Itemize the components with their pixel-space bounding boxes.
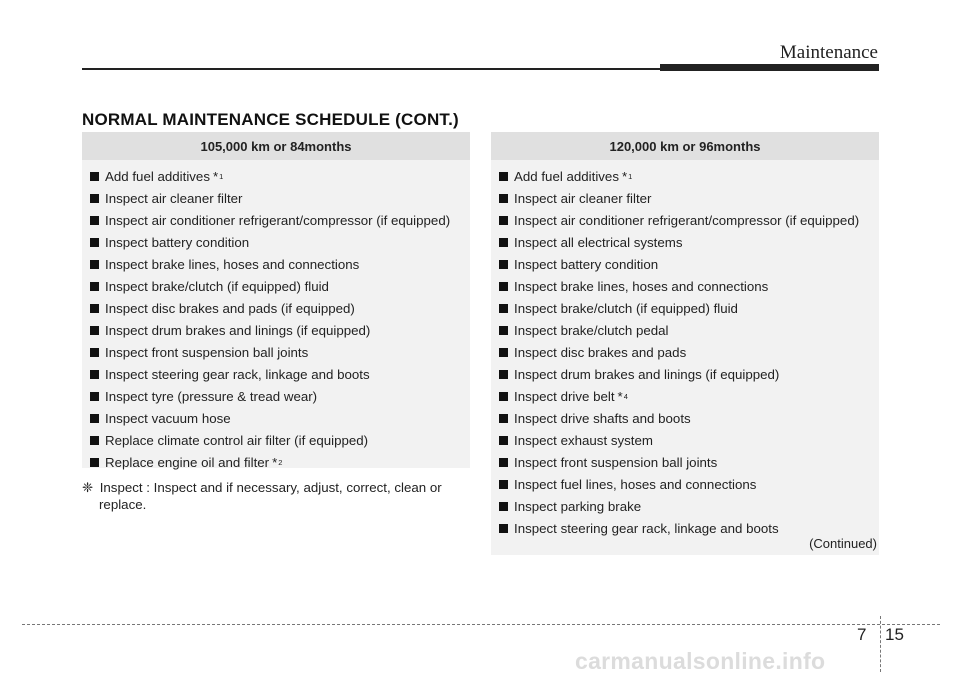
- list-item: [82, 297, 470, 319]
- footnote-mark: *: [621, 168, 628, 184]
- item-text: Inspect drive belt: [514, 388, 615, 404]
- item-text: Inspect exhaust system: [514, 432, 653, 448]
- list-item: [491, 429, 879, 451]
- checkbox-square-icon: [90, 304, 99, 313]
- checkbox-square-icon: [499, 414, 508, 423]
- list-item: [491, 253, 879, 275]
- list-item: [82, 253, 470, 275]
- continued-label: (Continued): [809, 536, 877, 551]
- list-item: [491, 231, 879, 253]
- checkbox-square-icon: [499, 238, 508, 247]
- list-item: [491, 407, 879, 429]
- item-text: Inspect brake/clutch (if equipped) fluid: [514, 300, 738, 316]
- list-item: [82, 209, 470, 231]
- checkbox-square-icon: [90, 216, 99, 225]
- list-item: [491, 341, 879, 363]
- checkbox-square-icon: [499, 524, 508, 533]
- list-item: [491, 473, 879, 495]
- list-item: [82, 341, 470, 363]
- item-text: Replace engine oil and filter: [105, 454, 270, 470]
- item-text: Inspect tyre (pressure & tread wear): [105, 388, 318, 404]
- item-text: Replace climate control air filter (if equipped): [105, 432, 369, 448]
- checkbox-square-icon: [499, 282, 508, 291]
- checkbox-square-icon: [499, 260, 508, 269]
- checkbox-square-icon: [499, 348, 508, 357]
- maintenance-item-list: [82, 160, 470, 473]
- list-item: [491, 385, 879, 407]
- item-text: Inspect brake/clutch (if equipped) fluid: [105, 278, 329, 294]
- list-item: [491, 495, 879, 517]
- checkbox-square-icon: [499, 370, 508, 379]
- maintenance-item-list: [491, 160, 879, 539]
- list-item: [491, 209, 879, 231]
- checkbox-square-icon: [90, 458, 99, 467]
- checkbox-square-icon: [90, 172, 99, 181]
- checkbox-square-icon: [90, 260, 99, 269]
- checkbox-square-icon: [90, 238, 99, 247]
- list-item: [82, 319, 470, 341]
- header-rule-thin: [82, 68, 662, 70]
- page-number: 15: [885, 625, 904, 644]
- list-item: [491, 275, 879, 297]
- list-item: [82, 275, 470, 297]
- section-title: Maintenance: [779, 42, 878, 63]
- item-text: Inspect front suspension ball joints: [514, 454, 718, 470]
- note-text-continued: replace.: [99, 497, 147, 512]
- schedule-panel-120000: [491, 132, 879, 555]
- checkbox-square-icon: [499, 216, 508, 225]
- inspect-note: [82, 479, 467, 513]
- checkbox-square-icon: [499, 326, 508, 335]
- item-text: Inspect brake/clutch pedal: [514, 322, 669, 338]
- note-text: Inspect : Inspect and if necessary, adjust, correct, clean or: [99, 480, 442, 495]
- item-text: Inspect disc brakes and pads: [514, 344, 687, 360]
- panel-heading: 120,000 km or 96months: [491, 132, 879, 160]
- footnote-mark: *: [212, 168, 219, 184]
- item-text: Inspect battery condition: [514, 256, 659, 272]
- footnote-number: 2: [278, 457, 283, 467]
- footnote-mark: *: [617, 388, 623, 404]
- list-item: [82, 451, 470, 473]
- footnote-number: 4: [623, 391, 628, 401]
- list-item: [82, 187, 470, 209]
- checkbox-square-icon: [499, 304, 508, 313]
- watermark: carmanualsonline.info: [575, 648, 826, 674]
- page-title: NORMAL MAINTENANCE SCHEDULE (CONT.): [82, 110, 459, 129]
- list-item: [82, 385, 470, 407]
- item-text: Inspect air cleaner filter: [105, 190, 243, 206]
- item-text: Inspect brake lines, hoses and connections: [105, 256, 360, 272]
- checkbox-square-icon: [90, 370, 99, 379]
- list-item: [491, 319, 879, 341]
- checkbox-square-icon: [90, 414, 99, 423]
- item-text: Inspect fuel lines, hoses and connections: [514, 476, 757, 492]
- footnote-mark: *: [272, 454, 278, 470]
- list-item: [491, 165, 879, 187]
- list-item: [82, 363, 470, 385]
- list-item: [491, 363, 879, 385]
- checkbox-square-icon: [499, 436, 508, 445]
- checkbox-square-icon: [499, 480, 508, 489]
- item-text: Inspect parking brake: [514, 498, 642, 514]
- checkbox-square-icon: [90, 326, 99, 335]
- item-text: Inspect vacuum hose: [105, 410, 231, 426]
- checkbox-square-icon: [90, 282, 99, 291]
- item-text: Inspect drum brakes and linings (if equipped): [105, 322, 371, 338]
- item-text: Inspect drive shafts and boots: [514, 410, 691, 426]
- item-text: Inspect steering gear rack, linkage and boots: [105, 366, 370, 382]
- list-item: [82, 231, 470, 253]
- checkbox-square-icon: [90, 392, 99, 401]
- footnote-number: 1: [628, 171, 633, 181]
- checkbox-square-icon: [499, 392, 508, 401]
- checkbox-square-icon: [499, 458, 508, 467]
- footer-dashed-divider: [880, 616, 881, 672]
- footer-dashed-rule: [22, 624, 940, 625]
- item-text: Inspect battery condition: [105, 234, 250, 250]
- list-item: [491, 187, 879, 209]
- item-text: Inspect air conditioner refrigerant/compressor (if equipped): [514, 212, 860, 228]
- list-item: [82, 407, 470, 429]
- item-text: Inspect brake lines, hoses and connections: [514, 278, 769, 294]
- checkbox-square-icon: [499, 172, 508, 181]
- item-text: Add fuel additives: [514, 168, 619, 184]
- note-asterisk-icon: ❈: [82, 480, 94, 495]
- list-item: [491, 297, 879, 319]
- item-text: Add fuel additives: [105, 168, 210, 184]
- item-text: Inspect steering gear rack, linkage and boots: [514, 520, 779, 536]
- item-text: Inspect all electrical systems: [514, 234, 683, 250]
- panel-heading: 105,000 km or 84months: [82, 132, 470, 160]
- list-item: [491, 451, 879, 473]
- checkbox-square-icon: [499, 194, 508, 203]
- list-item: [82, 165, 470, 187]
- item-text: Inspect air cleaner filter: [514, 190, 652, 206]
- header-rule-thick: [660, 64, 879, 71]
- item-text: Inspect disc brakes and pads (if equipped): [105, 300, 355, 316]
- item-text: Inspect front suspension ball joints: [105, 344, 309, 360]
- list-item: [82, 429, 470, 451]
- footnote-number: 1: [219, 171, 224, 181]
- schedule-panel-105000: [82, 132, 470, 468]
- checkbox-square-icon: [90, 436, 99, 445]
- item-text: Inspect drum brakes and linings (if equipped): [514, 366, 780, 382]
- checkbox-square-icon: [499, 502, 508, 511]
- chapter-number: 7: [857, 625, 867, 644]
- checkbox-square-icon: [90, 348, 99, 357]
- item-text: Inspect air conditioner refrigerant/compressor (if equipped): [105, 212, 451, 228]
- checkbox-square-icon: [90, 194, 99, 203]
